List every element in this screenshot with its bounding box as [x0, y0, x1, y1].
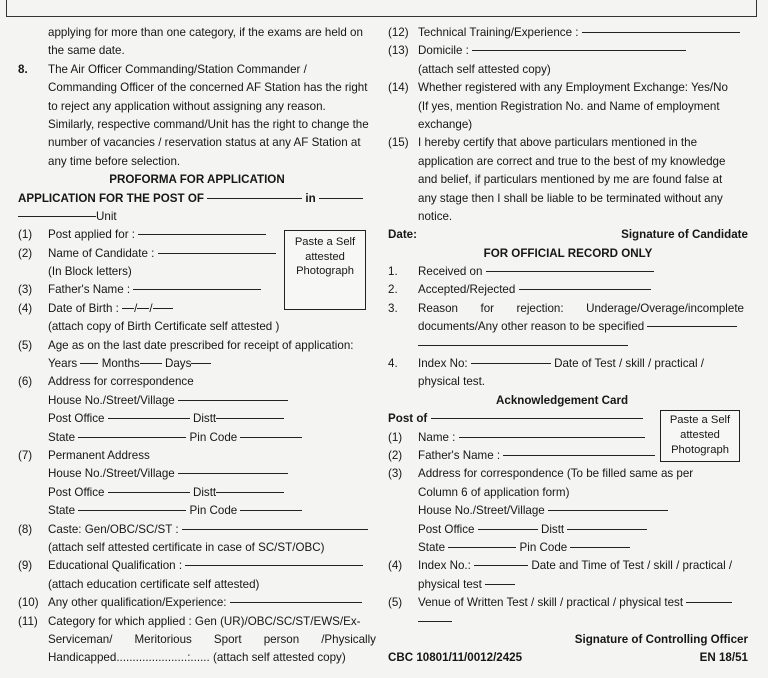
ack-house: House No./Street/Village — [388, 502, 748, 520]
ack-venue: (5) Venue of Written Test / skill / practical / physical test — [388, 594, 748, 612]
official-reason-blank — [388, 337, 748, 355]
perm-house: House No./Street/Village — [18, 465, 376, 483]
field-domicile-note: (attach self attested copy) — [418, 62, 551, 76]
field-dob-note: (attach copy of Birth Certificate self attested ) — [48, 320, 280, 334]
clause-8-line-6: any time before selection. — [48, 154, 181, 168]
official-reason: 3. Reason for rejection: Underage/Overage/incomplete — [388, 301, 744, 315]
ack-venue-blank — [388, 613, 748, 631]
clause-7-continued-2: the same date. — [48, 44, 125, 58]
field-other-qualification: (10) Any other qualification/Experience: — [18, 594, 376, 612]
field-category-line-2: Serviceman/ Meritorious Sport person /Physically — [48, 632, 376, 646]
ack-father-name: (2) Father's Name : — [388, 447, 748, 465]
corr-state: State Pin Code — [18, 429, 376, 447]
field-candidate-name: (2) Name of Candidate : — [18, 245, 376, 263]
unit-line: Unit — [18, 208, 376, 226]
employment-exchange-line-3: exchange) — [418, 117, 473, 131]
footer-codes — [388, 649, 748, 667]
cbc-code: CBC 10801/11/0012/2425 — [388, 651, 523, 665]
field-caste-note: (attach self attested certificate in case of SC/ST/OBC) — [48, 540, 325, 554]
date-signature-line — [388, 226, 748, 244]
official-reason-line-2: documents/Any other reason to be specified — [388, 318, 748, 336]
field-post-applied: (1) Post applied for : — [18, 226, 376, 244]
in-blank — [319, 198, 363, 199]
application-post-line: APPLICATION FOR THE POST OF in — [18, 190, 376, 208]
ack-post-office: Post Office Distt — [388, 521, 748, 539]
top-border-frame — [6, 0, 757, 17]
perm-post-office: Post Office Distt — [18, 484, 376, 502]
declaration-line-4: any stage then I shall be liable to be terminated without any — [418, 191, 723, 205]
field-correspondence-address: (6) Address for correspondence — [18, 375, 194, 389]
field-candidate-name-note: (In Block letters) — [48, 265, 132, 279]
signature-of-candidate: Signature of Candidate — [621, 228, 748, 242]
dob-blank — [153, 308, 173, 309]
field-dob: (4) Date of Birth : / / — [18, 300, 376, 318]
ack-state: State Pin Code — [388, 539, 748, 557]
clause-8-line-4: Similarly, respective command/Unit has the right to change the — [48, 117, 369, 131]
ack-address-line-2: Column 6 of application form) — [418, 485, 570, 499]
ack-signature-line — [388, 631, 748, 649]
proforma-title: PROFORMA FOR APPLICATION — [109, 173, 285, 187]
ack-address: (3) Address for correspondence (To be filled same as per — [388, 467, 694, 481]
field-age: (5) Age as on the last date prescribed for receipt of application: — [18, 338, 354, 352]
employment-exchange-line-2: (If yes, mention Registration No. and Name of employment — [418, 99, 720, 113]
clause-8-line-2: Commanding Officer of the concerned AF Station has the right — [48, 81, 368, 95]
official-received-on: 1. Received on — [388, 263, 748, 281]
photo-box-acknowledgement: Paste a Self attested Photograph — [660, 410, 740, 462]
left-column — [18, 24, 376, 668]
declaration-line-3: and belief, if particulars mentioned by me are found false at — [418, 173, 723, 187]
official-record-title: FOR OFFICIAL RECORD ONLY — [483, 246, 653, 260]
field-father-name: (3) Father's Name : — [18, 281, 376, 299]
unit-blank — [18, 216, 96, 217]
ack-index-line-2: physical test — [388, 576, 748, 594]
acknowledgement-title: Acknowledgement Card — [496, 393, 629, 407]
candidate-name-blank — [158, 253, 276, 254]
field-technical-training: (12) Technical Training/Experience : — [388, 24, 748, 42]
photo-box-application: Paste a Self attested Photograph — [284, 230, 366, 310]
signature-of-controlling-officer: Signature of Controlling Officer — [574, 632, 748, 646]
ack-post-of: Post of — [388, 410, 748, 428]
clause-8-number: 8. — [18, 62, 28, 76]
ack-index-no: (4) Index No.: Date and Time of Test / skill / practical / — [388, 559, 733, 573]
field-category: (11) Category for which applied : Gen (UR)/OBC/SC/ST/EWS/Ex- — [18, 614, 361, 628]
clause-7-continued-1: applying for more than one category, if the exams are held on — [48, 26, 363, 39]
corr-post-office: Post Office Distt — [18, 410, 376, 428]
field-age-parts: Years Months Days — [18, 355, 376, 373]
field-permanent-address: (7) Permanent Address — [18, 448, 150, 462]
field-category-line-3: Handicapped......................:...... (attach self attested copy) — [48, 651, 346, 665]
official-accepted-rejected: 2. Accepted/Rejected — [388, 281, 748, 299]
perm-state: State Pin Code — [18, 502, 376, 520]
post-blank — [207, 198, 302, 199]
post-applied-blank — [138, 234, 266, 235]
official-index-line-2: physical test. — [418, 375, 486, 389]
father-name-blank — [133, 289, 261, 290]
clause-8-line-5: number of vacancies / reservation status at any AF Station at — [48, 136, 361, 150]
field-education: (9) Educational Qualification : — [18, 557, 376, 575]
field-caste: (8) Caste: Gen/OBC/SC/ST : — [18, 521, 376, 539]
clause-8-line-3: to reject any application without assigning any reason. — [48, 99, 326, 113]
ack-name: (1) Name : — [388, 429, 748, 447]
date-label: Date: — [388, 228, 417, 242]
corr-house: House No./Street/Village — [18, 392, 376, 410]
official-index-no: 4. Index No: Date of Test / skill / practical / — [388, 357, 705, 371]
clause-8-line-1: 8. The Air Officer Commanding/Station Commander / — [18, 61, 376, 79]
declaration-line-5: notice. — [418, 209, 453, 223]
en-code: EN 18/51 — [699, 651, 748, 665]
declaration-line-1: (15) I hereby certify that above particulars mentioned in the — [388, 136, 698, 150]
declaration-line-2: application are correct and true to the best of my knowledge — [418, 154, 726, 168]
field-education-note: (attach education certificate self attested) — [48, 577, 260, 591]
field-domicile: (13) Domicile : — [388, 42, 748, 60]
right-column — [388, 24, 748, 668]
field-employment-exchange: (14) Whether registered with any Employment Exchange: Yes/No — [388, 81, 728, 95]
